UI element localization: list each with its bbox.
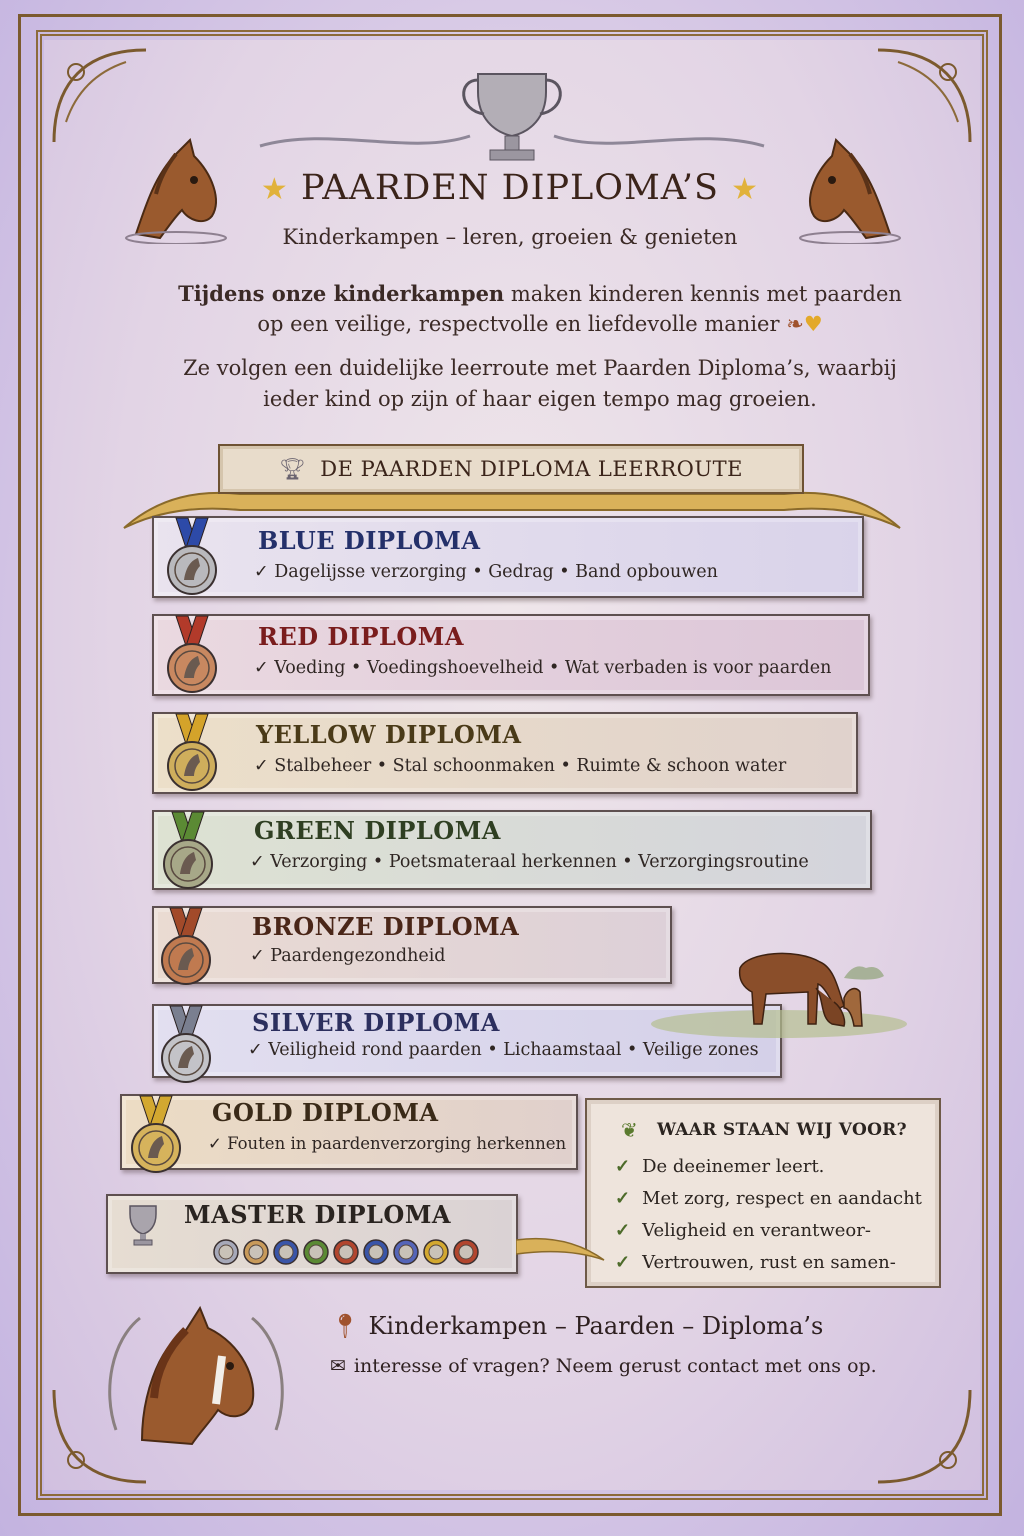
- checkmark-icon: ✓: [615, 1156, 631, 1177]
- title-text: PAARDEN DIPLOMA’S: [300, 168, 720, 208]
- value-item: [615, 1220, 871, 1241]
- value-item: [615, 1252, 896, 1273]
- medal-icon-silver: [162, 1006, 210, 1082]
- route-banner-label: DE PAARDEN DIPLOMA LEERROUTE: [320, 457, 743, 481]
- footer-title-text: Kinderkampen – Paarden – Diploma’s: [368, 1312, 824, 1340]
- diploma-name: BRONZE DIPLOMA: [252, 912, 520, 941]
- diploma-name: BLUE DIPLOMA: [258, 526, 481, 555]
- medal-icon-gold: [132, 1096, 180, 1172]
- subtitle: Kinderkampen – leren, groeien & genieten: [282, 225, 738, 249]
- grazing-horses-illustration: [648, 928, 910, 1040]
- intro-line-2-text: op een veilige, respectvolle en liefdevolle manier: [257, 312, 780, 336]
- value-item-text: Veligheid en verantweor-: [642, 1220, 871, 1241]
- diploma-description: ✓ Veiligheid rond paarden • Lichaamstaal • Veilige zones: [248, 1040, 759, 1060]
- leaf-icon: ❧: [786, 312, 804, 336]
- diploma-description: ✓ Voeding • Voedingshoevelheid • Wat verbaden is voor paarden: [254, 658, 832, 678]
- diploma-description: ✓ Fouten in paardenverzorging herkennen: [208, 1134, 567, 1153]
- checkmark-icon: ✓: [615, 1252, 631, 1273]
- medal-icon-yellow: [168, 714, 216, 790]
- diploma-name: GOLD DIPLOMA: [212, 1098, 439, 1127]
- intro-line-3: Ze volgen een duidelijke leerroute met Paarden Diploma’s, waarbij: [183, 356, 897, 380]
- trophy-icon: 🏆︎: [279, 456, 307, 481]
- footer-contact: [330, 1355, 877, 1377]
- footer-contact-text: interesse of vragen? Neem gerust contact met ons op.: [353, 1355, 877, 1377]
- value-item: [615, 1156, 824, 1177]
- location-pin-icon: 📍︎: [330, 1312, 361, 1340]
- checkmark-icon: ✓: [615, 1188, 631, 1209]
- diploma-name: SILVER DIPLOMA: [252, 1008, 500, 1037]
- value-item-text: Met zorg, respect en aandacht: [642, 1188, 922, 1209]
- medal-icon-green: [164, 812, 212, 888]
- intro-rest: maken kinderen kennis met paarden: [504, 282, 902, 306]
- diploma-description: ✓ Paardengezondheid: [250, 946, 446, 966]
- medal-icon-red: [168, 616, 216, 692]
- value-item-text: Vertrouwen, rust en samen-: [642, 1252, 896, 1273]
- horse-head-icon-bottom: [96, 1300, 296, 1450]
- star-icon: ★: [731, 172, 760, 207]
- values-title: WAAR STAAN WIJ VOOR?: [657, 1120, 907, 1140]
- diploma-name: MASTER DIPLOMA: [184, 1200, 452, 1229]
- intro-line-4: ieder kind op zijn of haar eigen tempo mag groeien.: [263, 387, 817, 411]
- diploma-name: GREEN DIPLOMA: [254, 816, 501, 845]
- diploma-description: ✓ Stalbeheer • Stal schoonmaken • Ruimte & schoon water: [254, 756, 787, 776]
- medal-icon-bronze: [162, 908, 210, 984]
- checkmark-icon: ✓: [615, 1220, 631, 1241]
- diploma-name: RED DIPLOMA: [258, 622, 464, 651]
- diploma-description: ✓ Dagelijsse verzorging • Gedrag • Band opbouwen: [254, 562, 718, 582]
- diploma-description: ✓ Verzorging • Poetsmateraal herkennen • Verzorgingsroutine: [250, 852, 809, 872]
- intro-bold: Tijdens onze kinderkampen: [178, 281, 505, 306]
- footer-title: [330, 1312, 823, 1340]
- value-item: [615, 1188, 922, 1209]
- leaf-icon: ❦: [621, 1118, 638, 1142]
- diploma-name: YELLOW DIPLOMA: [256, 720, 522, 749]
- envelope-icon: ✉: [330, 1355, 346, 1377]
- star-icon: ★: [260, 172, 289, 207]
- values-box: [585, 1098, 941, 1288]
- heart-icon: ♥: [803, 312, 823, 336]
- banner-ribbon: [516, 1220, 606, 1280]
- value-item-text: De deeinemer leert.: [642, 1156, 825, 1177]
- medal-icon-blue: [168, 518, 216, 594]
